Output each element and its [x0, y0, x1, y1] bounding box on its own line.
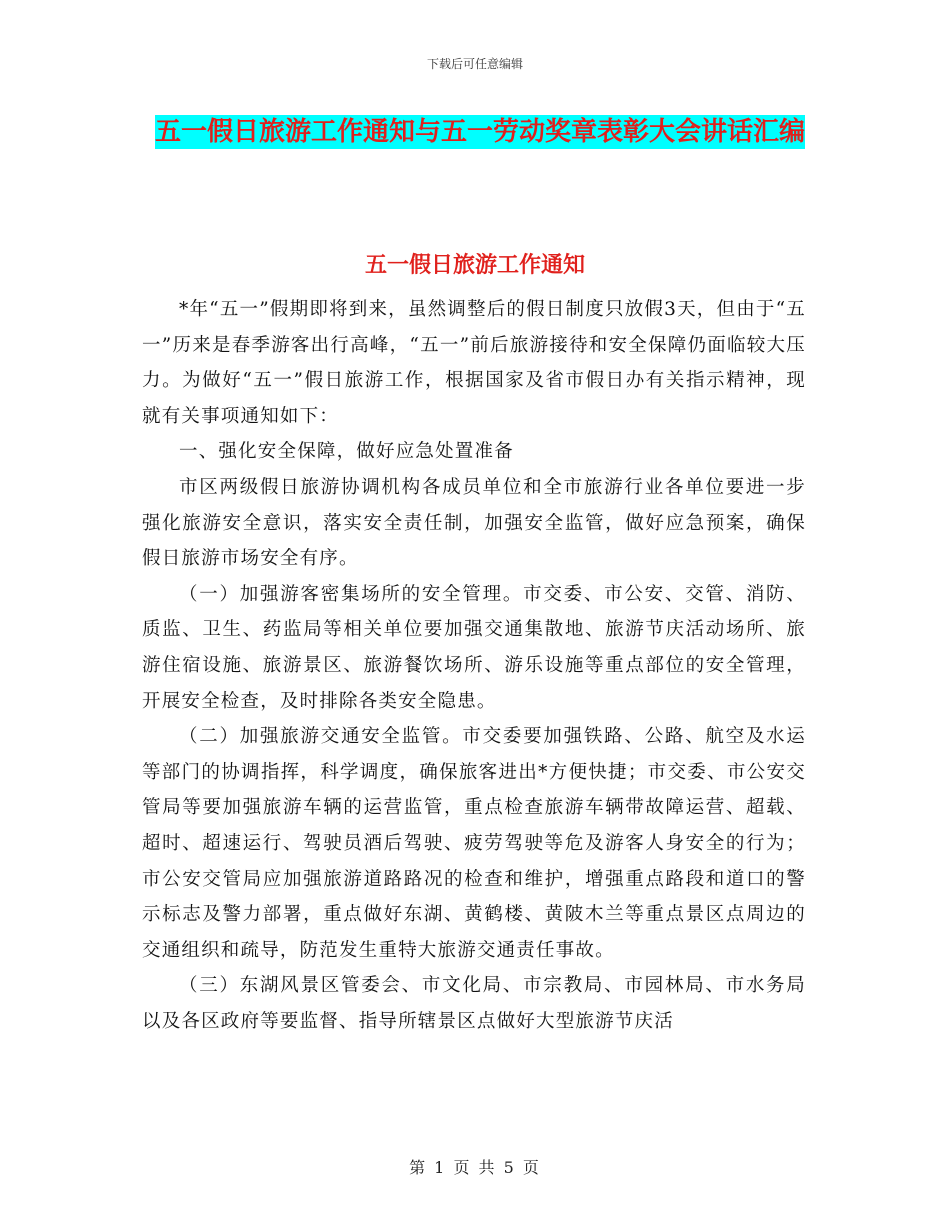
header-note: 下载后可任意编辑	[426, 57, 523, 71]
paragraph: 一、强化安全保障，做好应急处置准备	[179, 441, 514, 463]
page-footer: 第 1 页 共 5 页	[409, 1158, 541, 1177]
paragraph: （一）加强游客密集场所的安全管理。市交委、市公安、交管、消防、质监、卫生、药监局等相关单位要加强交通集散地、旅游节庆活动场所、旅游住宿设施、旅游景区、旅游餐饮场所、游乐设施等重点部位的安全管理，开展安全检查，及时排除各类安全隐患。	[142, 583, 806, 712]
document-body	[142, 292, 806, 1039]
paragraph: 市区两级假日旅游协调机构各成员单位和全市旅游行业各单位要进一步强化旅游安全意识，落实安全责任制，加强安全监管，做好应急预案，确保假日旅游市场安全有序。	[142, 476, 806, 570]
main-title	[140, 112, 820, 152]
section-title: 五一假日旅游工作通知	[364, 253, 585, 278]
paragraph: （二）加强旅游交通安全监管。市交委要加强铁路、公路、航空及水运等部门的协调指挥，科学调度，确保旅客进出*方便快捷；市交委、市公安交管局等要加强旅游车辆的运营监管，重点检查旅游车辆带故障运营、超载、超时、超速运行、驾驶员酒后驾驶、疲劳驾驶等危及游客人身安全的行为；市公安交管局应加强旅游道路路况的检查和维护，增强重点路段和道口的警示标志及警力部署，重点做好东湖、黄鹤楼、黄陂木兰等重点景区点周边的交通组织和疏导，防范发生重特大旅游交通责任事故。	[142, 726, 806, 961]
main-title-text: 五一假日旅游工作通知与五一劳动奖章表彰大会讲话汇编	[154, 117, 805, 147]
paragraph: *年“五一”假期即将到来，虽然调整后的假日制度只放假3天，但由于“五一”历来是春季游客出行高峰，“五一”前后旅游接待和安全保障仍面临较大压力。为做好“五一”假日旅游工作，根据国家及省市假日办有关指示精神，现就有关事项通知如下：	[142, 299, 806, 427]
paragraph: （三）东湖风景区管委会、市文化局、市宗教局、市园林局、市水务局以及各区政府等要监督、指导所辖景区点做好大型旅游节庆活	[142, 975, 806, 1032]
